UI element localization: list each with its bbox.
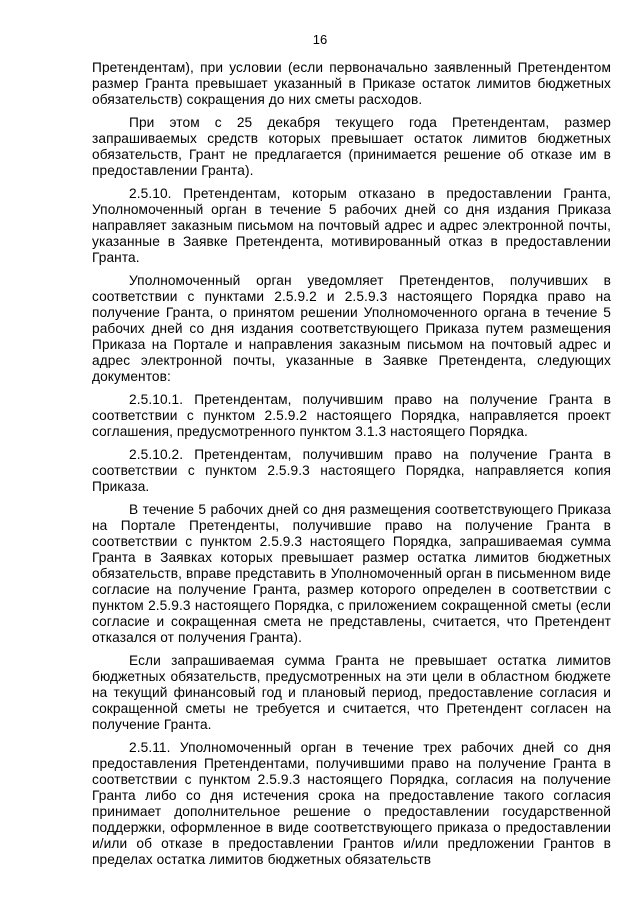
paragraph-2-5-10-1: 2.5.10.1. Претендентам, получившим право на получение Гранта в соответствии с пунктом 2.5.9.2 настоящего Порядка, направляется проект соглашения, предусмотренного пунктом 3.1.3 настоящего Порядка.: [92, 392, 611, 439]
paragraph-4: Уполномоченный орган уведомляет Претендентов, получивших в соответствии с пунктами 2.5.9.2 и 2.5.9.3 настоящего Порядка право на получение Гранта, о принятом решении Уполномоченного органа в течение 5 рабочих дней со дня издания соответствующего Приказа путем размещения Приказа на Портале и направления заказным письмом на почтовый адрес и адрес электронной почты, указанные в Заявке Претендента, следующих документов:: [92, 273, 611, 384]
paragraph-2-5-10-2: 2.5.10.2. Претендентам, получившим право на получение Гранта в соответствии с пунктом 2.5.9.3 настоящего Порядка, направляется копия Приказа.: [92, 447, 611, 494]
paragraph-2-5-11: 2.5.11. Уполномоченный орган в течение трех рабочих дней со дня предоставления Претендентами, получившими право на получение Гранта в соответствии с пунктом 2.5.9.3 настоящего Порядка, согласия на получение Гранта либо со дня истечения срока на предоставление такого согласия принимает дополнительное решение о предоставлении государственной поддержки, оформленное в виде соответствующего приказа о предоставлении и/или об отказе в предоставлении Грантов и/или предложении Грантов в пределах остатка лимитов бюджетных обязательств: [92, 740, 611, 867]
document-body: [92, 60, 611, 868]
paragraph-7: В течение 5 рабочих дней со дня размещения соответствующего Приказа на Портале Претенденты, получившие право на получение Гранта в соответствии с пунктом 2.5.9.3 настоящего Порядка, запрашиваемая сумма Гранта в Заявках которых превышает размер остатка лимитов бюджетных обязательств, вправе представить в Уполномоченный орган в письменном виде согласие на получение Гранта, размер которого определен в соответствии с пунктом 2.5.9.3 настоящего Порядка, с приложением сокращенной сметы (если согласие и сокращенная смета не представлены, считается, что Претендент отказался от получения Гранта).: [92, 502, 611, 645]
paragraph-8: Если запрашиваемая сумма Гранта не превышает остатка лимитов бюджетных обязательств, предусмотренных на эти цели в областном бюджете на текущий финансовый год и плановый период, предоставление согласия и сокращенной сметы не требуется и считается, что Претендент согласен на получение Гранта.: [92, 653, 611, 732]
paragraph-1: Претендентам), при условии (если первоначально заявленный Претендентом размер Гранта превышает указанный в Приказе остаток лимитов бюджетных обязательств) сокращения до них сметы расходов.: [92, 60, 611, 107]
paragraph-2: При этом с 25 декабря текущего года Претендентам, размер запрашиваемых средств которых превышает остаток лимитов бюджетных обязательств, Грант не предлагается (принимается решение об отказе им в предоставлении Гранта).: [92, 115, 611, 178]
page-number: 16: [312, 32, 328, 47]
paragraph-2-5-10: 2.5.10. Претендентам, которым отказано в предоставлении Гранта, Уполномоченный орган в течение 5 рабочих дней со дня издания Приказа направляет заказным письмом на почтовый адрес и адрес электронной почты, указанные в Заявке Претендента, мотивированный отказ в предоставлении Гранта.: [92, 186, 611, 265]
